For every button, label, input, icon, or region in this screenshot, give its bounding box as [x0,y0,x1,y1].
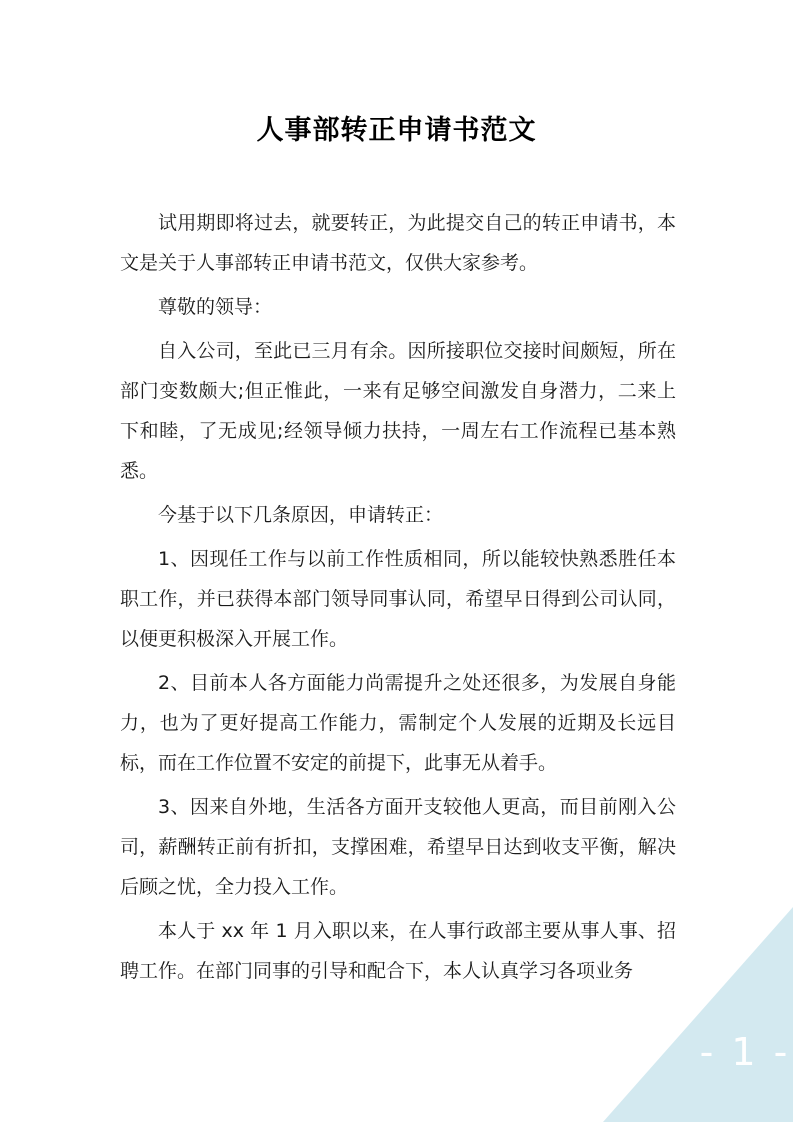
paragraph-reason-2: 2、目前本人各方面能力尚需提升之处还很多，为发展自身能力，也为了更好提高工作能力，需制定个人发展的近期及长远目标，而在工作位置不安定的前提下，此事无从着手。 [120,672,676,774]
corner-decoration [603,907,793,1122]
corner-triangle [603,907,793,1122]
page-number: - 1 - [699,1030,791,1074]
paragraph-reason-1: 1、因现任工作与以前工作性质相同，所以能较快熟悉胜任本职工作，并已获得本部门领导同事认同，希望早日得到公司认同，以便更积极深入开展工作。 [120,548,676,650]
paragraph-reasons-intro: 今基于以下几条原因，申请转正： [158,504,444,526]
paragraph-reason-3: 3、因来自外地，生活各方面开支较他人更高，而目前刚入公司，薪酬转正前有折扣，支撑困难，希望早日达到收支平衡，解决后顾之忧，全力投入工作。 [120,796,676,898]
paragraph-work-summary: 本人于 xx 年 1 月入职以来，在人事行政部主要从事人事、招聘工作。在部门同事的引导和配合下，本人认真学习各项业务 [120,920,676,982]
paragraph-salutation: 尊敬的领导： [158,296,273,318]
paragraph-background: 自入公司，至此已三月有余。因所接职位交接时间颇短，所在部门变数颇大;但正惟此，一来有足够空间激发自身潜力，二来上下和睦，了无成见;经领导倾力扶持，一周左右工作流程已基本熟悉。 [120,340,676,482]
document-body [120,203,676,995]
document-title: 人事部转正申请书范文 [256,115,537,146]
paragraph-intro: 试用期即将过去，就要转正，为此提交自己的转正申请书，本文是关于人事部转正申请书范文，仅供大家参考。 [120,212,676,274]
